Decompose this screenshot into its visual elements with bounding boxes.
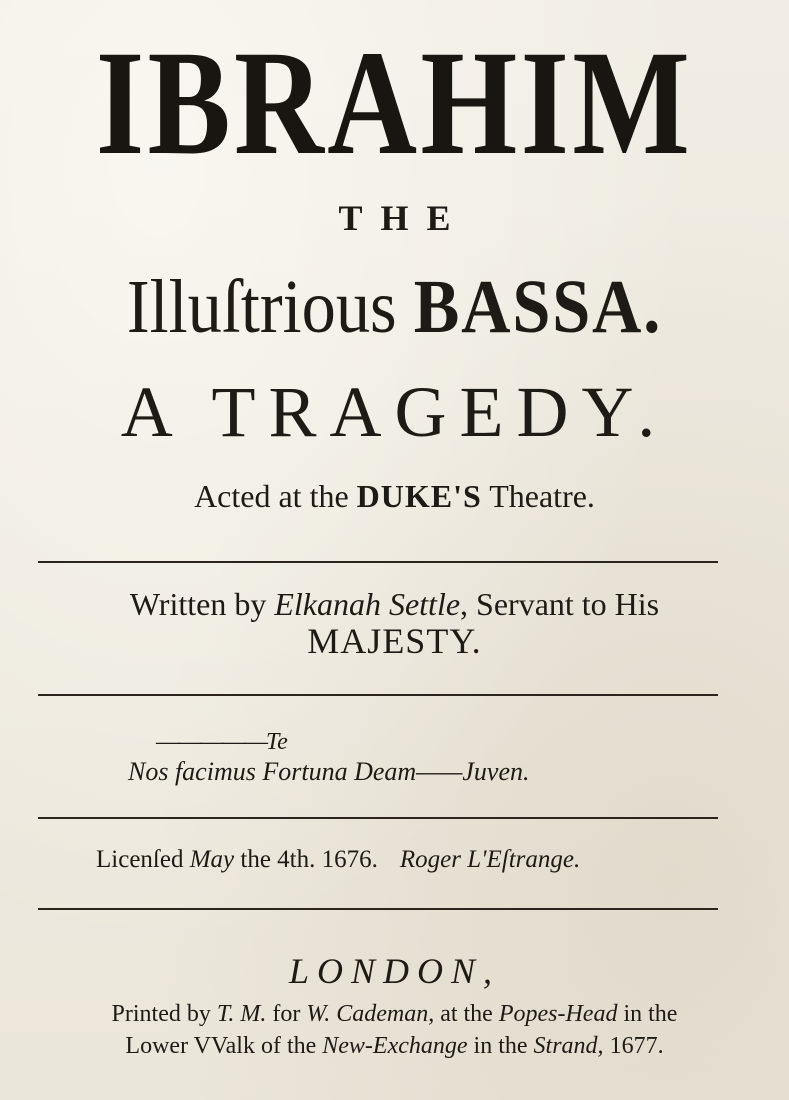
genre-line: A TRAGEDY. (120, 372, 669, 452)
imprint-year: 1677. (609, 1033, 664, 1059)
strand: Strand, (533, 1033, 604, 1059)
motto-line-1 (156, 728, 288, 756)
author-name: Elkanah Settle (274, 586, 461, 622)
subtitle-bassa: BASSA. (413, 265, 663, 349)
imprint-city: LONDON, (288, 951, 501, 991)
performance-line (0, 476, 789, 516)
license-line (96, 843, 580, 877)
book-title: IBRAHIM (95, 20, 694, 186)
author-majesty: MAJESTY. (307, 621, 482, 661)
rule-1 (38, 561, 718, 563)
imprint-line-2 (0, 1030, 789, 1062)
imprint-line-1 (0, 998, 789, 1030)
written-by: Written by (129, 586, 267, 622)
bookseller-name: W. Cademan, (306, 1001, 435, 1027)
license-date: the 4th. 1676. (240, 846, 378, 873)
motto-line-2: Nos facimus Fortuna Deam——Juven. (128, 757, 530, 786)
lower-walk: Lower VValk of the (125, 1033, 317, 1059)
title-the: THE (338, 198, 469, 238)
licensed-word: Licenſed (96, 846, 184, 873)
dukes: DUKE'S (356, 478, 482, 514)
author-servant: , Servant to His (460, 586, 660, 622)
motto-te: Te (266, 729, 288, 755)
rule-3 (38, 817, 718, 819)
shop-sign: Popes-Head (498, 1001, 618, 1027)
imprint-in-the-2: in the (473, 1033, 528, 1059)
imprint-for: for (272, 1001, 301, 1027)
theatre: Theatre. (489, 478, 595, 514)
imprint-at-the: at the (440, 1001, 493, 1027)
subtitle (39, 262, 749, 352)
licenser-name: Roger L'Eſtrange. (399, 846, 581, 873)
rule-2 (38, 694, 718, 696)
author-line (0, 584, 789, 624)
imprint-in-the: in the (623, 1001, 678, 1027)
license-may: May (189, 846, 235, 873)
printer-name: T. M. (216, 1001, 267, 1027)
acted-at: Acted at the (194, 478, 349, 514)
motto-dashes: ————— (156, 729, 266, 755)
printed-by: Printed by (111, 1001, 211, 1027)
new-exchange: New-Exchange (322, 1033, 468, 1059)
subtitle-illustrious: Illuſtrious (126, 265, 397, 349)
rule-4 (38, 908, 718, 910)
